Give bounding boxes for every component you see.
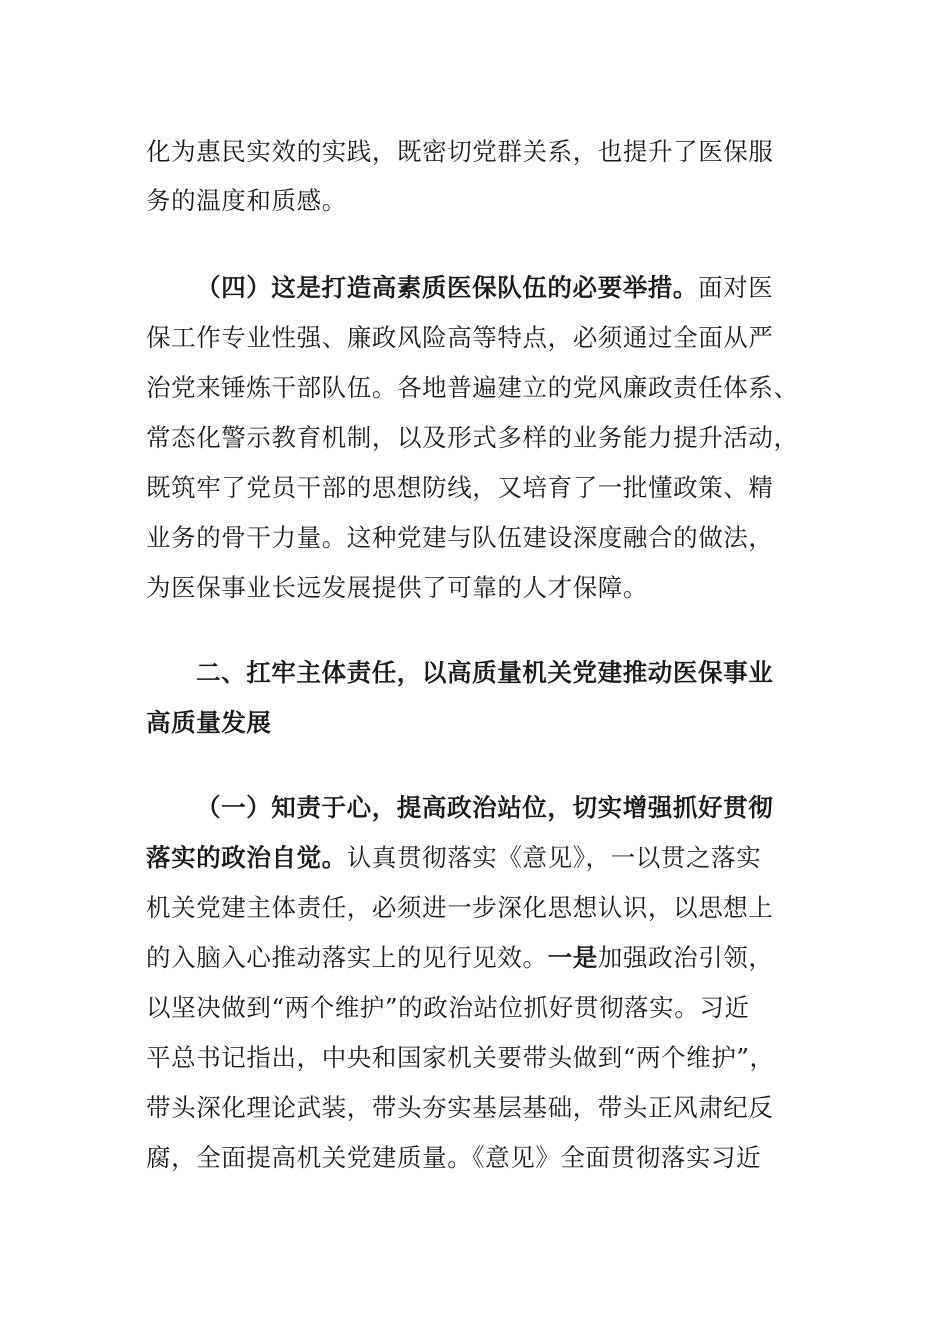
text-line [146, 423, 799, 453]
heading-text: （四）这是打造高素质医保队伍的必要举措。 [196, 273, 698, 302]
text-segment: 认真贯彻落实《意见》，一以贯之落实 [346, 843, 762, 872]
text-line [146, 943, 774, 973]
section-heading-1 [196, 793, 773, 823]
text-line [146, 473, 774, 503]
heading-text: （一）知责于心，提高政治站位，切实增强抓好贯彻 [196, 793, 774, 822]
text-line [146, 573, 648, 603]
text-line [146, 893, 774, 923]
text-segment: 机关党建主体责任，必须进一步深化思想认识，以思想上 [146, 893, 774, 922]
text-segment: 常态化警示教育机制，以及形式多样的业务能力提升活动， [146, 423, 799, 452]
text-segment: 以坚决做到“两个维护”的政治站位抓好贯彻落实。习近 [146, 993, 750, 1022]
text-segment: 带头深化理论武装，带头夯实基层基础，带头正风肃纪反 [146, 1093, 774, 1122]
text-segment: 面对医 [698, 273, 774, 302]
text-segment: 加强政治引领， [597, 943, 774, 972]
chapter-heading-continued [146, 708, 272, 738]
text-segment: 务的温度和质感。 [146, 186, 347, 215]
text-line [146, 1093, 774, 1123]
heading-text: 落实的政治自觉。 [146, 843, 347, 872]
text-segment: 为医保事业长远发展提供了可靠的人才保障。 [146, 573, 648, 602]
text-line [146, 523, 774, 553]
text-line [146, 1043, 775, 1073]
text-segment: 平总书记指出，中央和国家机关要带头做到“两个维护”， [146, 1043, 775, 1072]
text-segment: 腐，全面提高机关党建质量。《意见》全面贯彻落实习近 [146, 1143, 762, 1172]
section-heading-4 [196, 273, 773, 303]
text-line [146, 137, 774, 167]
text-line [146, 323, 774, 353]
text-line [146, 186, 347, 216]
text-segment: 业务的骨干力量。这种党建与队伍建设深度融合的做法， [146, 523, 774, 552]
emphasis-text: 一是 [547, 943, 598, 972]
heading-text: 二、扛牢主体责任，以高质量机关党建推动医保事业 [196, 658, 774, 687]
text-segment: 既筑牢了党员干部的思想防线，又培育了一批懂政策、精 [146, 473, 774, 502]
text-line [146, 993, 750, 1023]
text-segment: 的入脑入心推动落实上的见行见效。 [146, 943, 548, 972]
text-segment: 保工作专业性强、廉政风险高等特点，必须通过全面从严 [146, 323, 774, 352]
chapter-heading [196, 658, 773, 688]
text-segment: 化为惠民实效的实践，既密切党群关系，也提升了医保服 [146, 137, 774, 166]
heading-text: 高质量发展 [146, 708, 272, 737]
text-line [146, 373, 799, 403]
text-line [146, 843, 761, 873]
text-segment: 治党来锤炼干部队伍。各地普遍建立的党风廉政责任体系、 [146, 373, 799, 402]
text-line [146, 1143, 761, 1173]
